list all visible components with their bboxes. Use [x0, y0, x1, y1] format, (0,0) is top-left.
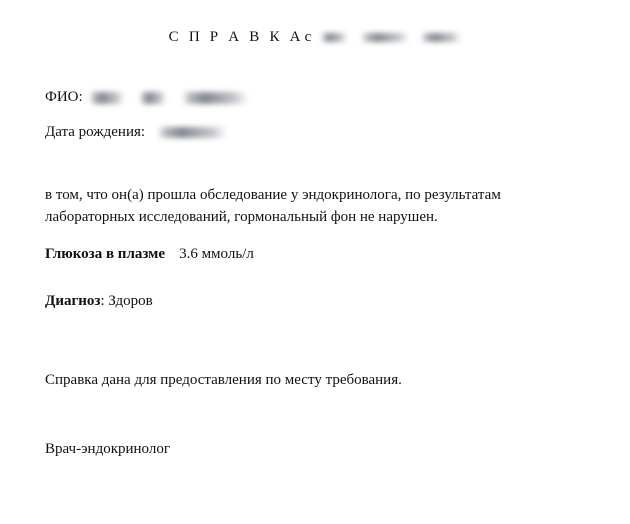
- field-date-of-birth: [45, 124, 227, 141]
- measurement-row: [45, 246, 254, 263]
- redaction-block: [361, 33, 409, 42]
- field-label-date-of-birth: Дата рождения:: [45, 124, 146, 140]
- redaction-block: [321, 33, 347, 42]
- measurement-value: 3.6 ммоль/л: [179, 246, 254, 262]
- redacted-date-of-birth-value: [157, 124, 227, 141]
- title-suffix: с: [304, 29, 312, 45]
- redaction-block: [421, 33, 461, 42]
- redaction-block: [140, 92, 166, 104]
- diagnosis-label: Диагноз: [45, 293, 101, 309]
- diagnosis-row: [45, 293, 153, 310]
- redacted-full-name-value: [90, 89, 248, 106]
- redaction-block: [182, 92, 248, 104]
- field-full-name: [45, 89, 248, 106]
- document-title-row: [0, 28, 630, 46]
- footer-note: Справка дана для предоставления по месту требования.: [45, 372, 402, 388]
- signature-line: Врач-эндокринолог: [45, 441, 170, 457]
- measurement-label: Глюкоза в плазме: [45, 246, 166, 262]
- diagnosis-separator: :: [100, 293, 109, 309]
- diagnosis-value: Здоров: [108, 293, 153, 309]
- redaction-block: [90, 92, 124, 104]
- redacted-title-number: [321, 28, 461, 46]
- body-paragraph: в том, что он(а) прошла обследование у эндокринолога, по результатам лабораторных исследований, гормональный фон не нарушен.: [45, 187, 501, 225]
- redaction-block: [157, 127, 227, 138]
- page-title: С П Р А В К А: [168, 29, 304, 45]
- field-label-full-name: ФИО:: [45, 89, 83, 105]
